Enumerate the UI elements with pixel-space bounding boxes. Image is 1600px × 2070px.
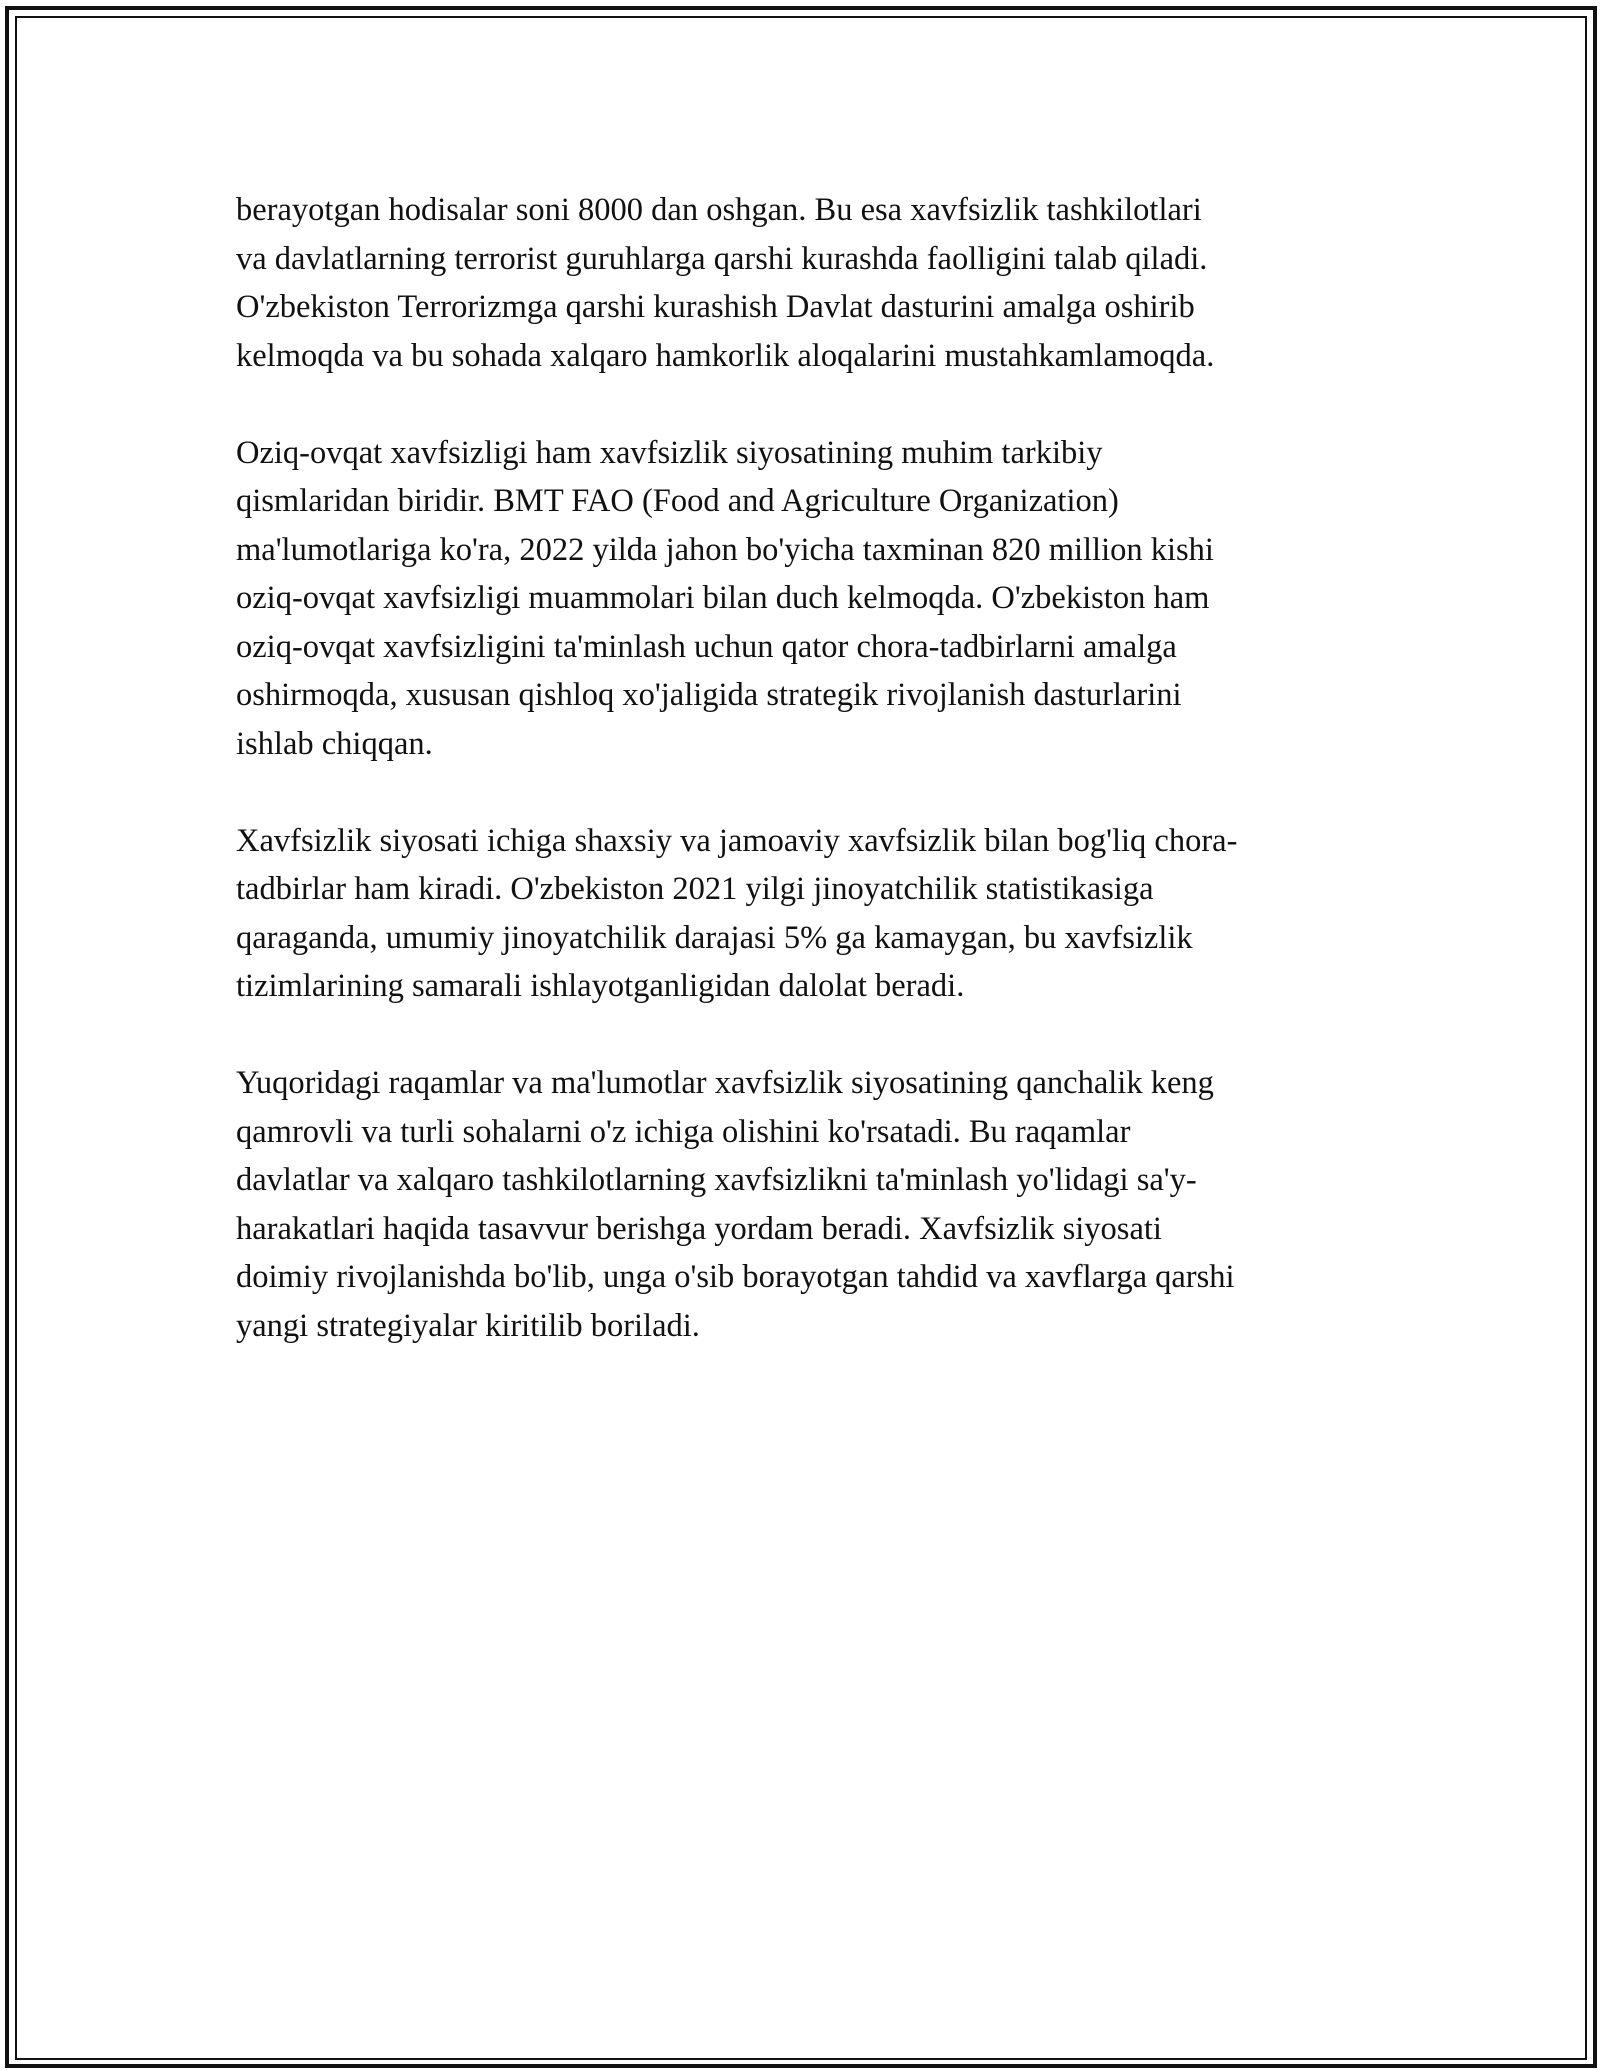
text-line: ishlab chiqqan. <box>236 725 433 762</box>
text-line: doimiy rivojlanishda bo'lib, unga o'sib borayotgan tahdid va xavflarga qarshi <box>236 1259 1235 1295</box>
text-line: qismlaridan biridir. BMT FAO (Food and Agriculture Organization) <box>236 483 1119 519</box>
text-line: oziq-ovqat xavfsizligini ta'minlash uchun qator chora-tadbirlarni amalga <box>236 628 1177 665</box>
text-line: oziq-ovqat xavfsizligi muammolari bilan duch kelmoqda. O'zbekiston ham <box>236 580 1210 616</box>
text-line: berayotgan hodisalar soni 8000 dan oshgan. Bu esa xavfsizlik tashkilotlari <box>236 192 1202 228</box>
text-line: ma'lumotlariga ko'ra, 2022 yilda jahon bo'yicha taxminan 820 million kishi <box>236 531 1214 568</box>
text-line: yangi strategiyalar kiritilib boriladi. <box>236 1307 700 1344</box>
text-line: davlatlar va xalqaro tashkilotlarning xavfsizlikni ta'minlash yo'lidagi sa'y- <box>236 1162 1197 1198</box>
text-line: oshirmoqda, xususan qishloq xo'jaligida strategik rivojlanish dasturlarini <box>236 677 1182 713</box>
text-line: O'zbekiston Terrorizmga qarshi kurashish Davlat dasturini amalga oshirib <box>236 289 1195 325</box>
paragraph-terrorism <box>236 186 1371 380</box>
text-line: kelmoqda va bu sohada xalqaro hamkorlik aloqalarini mustahkamlamoqda. <box>236 337 1215 374</box>
text-line: Xavfsizlik siyosati ichiga shaxsiy va jamoaviy xavfsizlik bilan bog'liq chora- <box>236 822 1238 859</box>
paragraph-conclusion <box>236 1059 1371 1350</box>
text-line: Oziq-ovqat xavfsizligi ham xavfsizlik siyosatining muhim tarkibiy <box>236 434 1103 471</box>
text-line: tadbirlar ham kiradi. O'zbekiston 2021 yilgi jinoyatchilik statistikasiga <box>236 871 1154 907</box>
page-body <box>236 186 1371 1399</box>
text-line: tizimlarining samarali ishlayotganligidan dalolat beradi. <box>236 968 965 1004</box>
text-line: va davlatlarning terrorist guruhlarga qarshi kurashda faolligini talab qiladi. <box>236 240 1208 277</box>
text-line: qaraganda, umumiy jinoyatchilik darajasi 5% ga kamaygan, bu xavfsizlik <box>236 919 1193 956</box>
text-line: Yuqoridagi raqamlar va ma'lumotlar xavfsizlik siyosatining qanchalik keng <box>236 1065 1214 1101</box>
paragraph-personal-security <box>236 817 1371 1011</box>
text-line: qamrovli va turli sohalarni o'z ichiga olishini ko'rsatadi. Bu raqamlar <box>236 1113 1131 1150</box>
text-line: harakatlari haqida tasavvur berishga yordam beradi. Xavfsizlik siyosati <box>236 1210 1162 1247</box>
paragraph-food-security <box>236 429 1371 769</box>
